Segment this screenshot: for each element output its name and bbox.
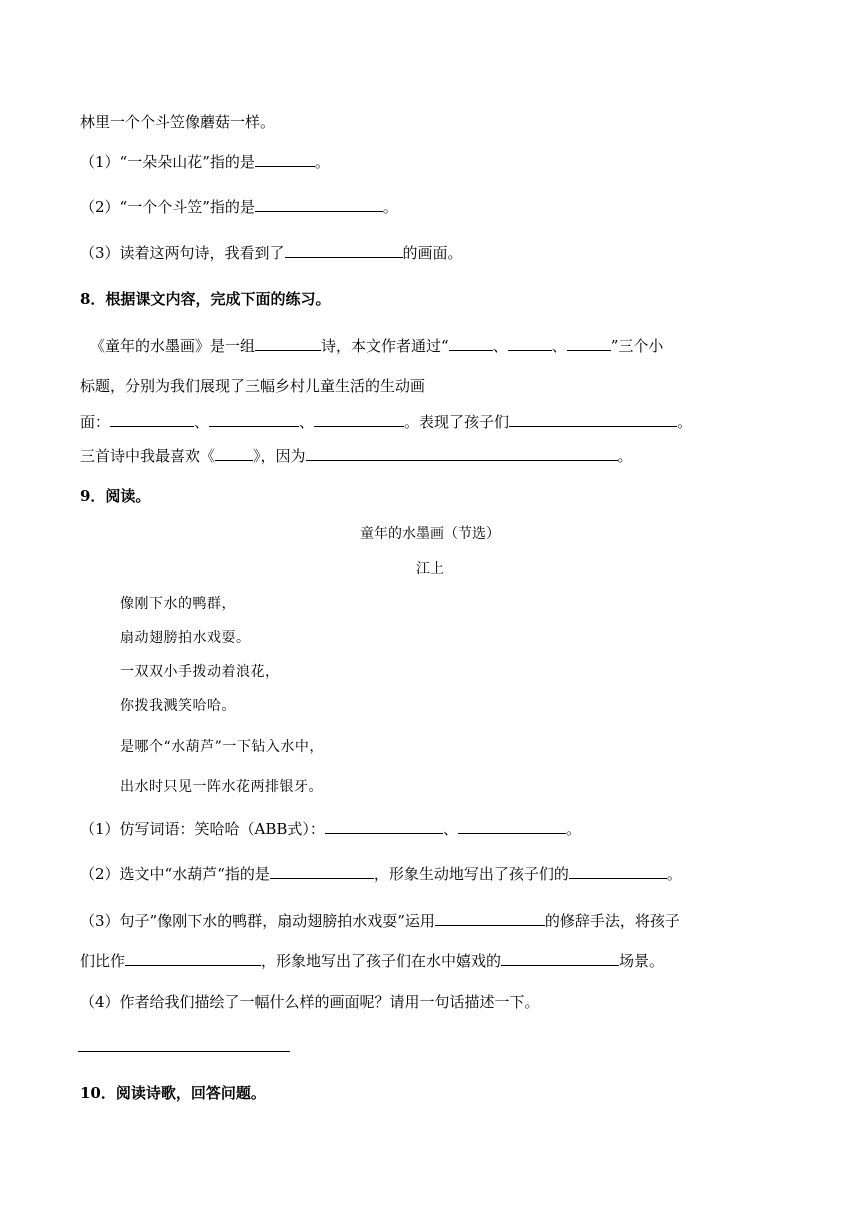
q8-line3-text: 面： — [80, 413, 111, 431]
answer-blank[interactable] — [215, 446, 253, 461]
q9-sub3-cont-text: 们比作 — [80, 952, 126, 970]
q7-sub3-text: （3）读着这两句诗，我看到了 — [80, 244, 285, 262]
poem-line: 你拨我溅笑哈哈。 — [120, 698, 236, 714]
q9-sub1-text: （1）仿写词语：笑哈哈（ABB式）： — [80, 820, 325, 838]
q9-sub3-text: （3）句子”像刚下水的鸭群，扇动翅膀拍水戏耍”运用 — [80, 912, 435, 930]
q10-heading: 10．阅读诗歌，回答问题。 — [80, 1084, 266, 1102]
q8-line3-sep: 、 — [299, 413, 315, 431]
answer-blank[interactable] — [110, 412, 194, 427]
answer-blank[interactable] — [270, 864, 374, 879]
q9-heading: 9．阅读。 — [80, 487, 151, 505]
q8-line1-text: 《童年的水墨画》是一组 — [90, 337, 256, 355]
answer-blank[interactable] — [285, 243, 403, 258]
q8-line1-sep: 、 — [551, 337, 567, 355]
poem-line: 像刚下水的鸭群， — [120, 596, 236, 612]
q8-line2: 标题，分别为我们展现了三幅乡村儿童生活的生动画 — [80, 377, 426, 395]
q9-sub4: （4）作者给我们描绘了一幅什么样的画面呢？请用一句话描述一下。 — [80, 993, 540, 1011]
answer-blank[interactable] — [509, 412, 677, 427]
answer-blank[interactable] — [501, 951, 619, 966]
answer-blank[interactable] — [458, 819, 566, 834]
answer-blank[interactable] — [569, 864, 667, 879]
q8-line4 — [80, 446, 633, 466]
q7-sub2-text: （2）“一个个斗笠”指的是 — [80, 198, 255, 216]
answer-blank[interactable] — [255, 152, 315, 167]
answer-blank[interactable] — [449, 336, 493, 351]
q7-sub3-end: 的画面。 — [402, 244, 463, 262]
answer-blank[interactable] — [435, 911, 545, 926]
answer-line[interactable] — [78, 1051, 290, 1052]
answer-blank[interactable] — [314, 412, 404, 427]
q9-sub1-end: 。 — [565, 820, 581, 838]
q9-sub2 — [80, 864, 682, 884]
q9-sub1-sep: 、 — [442, 820, 458, 838]
q7-sub1-text: （1）“一朵朵山花”指的是 — [80, 153, 255, 171]
q8-line3-sep: 、 — [194, 413, 210, 431]
q9-sub1 — [80, 819, 581, 839]
q9-sub3 — [80, 911, 680, 931]
q8-line3-mid: 。表现了孩子们 — [404, 413, 510, 431]
poem-line: 出水时只见一阵水花两排银牙。 — [120, 779, 323, 795]
poem-line: 一双双小手拨动着浪花， — [120, 664, 280, 680]
q7-sub2 — [80, 197, 398, 217]
q9-sub3-cont-end: 场景。 — [619, 952, 665, 970]
q8-line1 — [90, 336, 663, 356]
q8-line1-mid: 诗，本文作者通过“ — [321, 337, 449, 355]
q9-sub3-cont-mid: ，形象地写出了孩子们在水中嬉戏的 — [261, 952, 502, 970]
answer-blank[interactable] — [209, 412, 299, 427]
poem-subtitle: 江上 — [416, 561, 444, 577]
answer-blank[interactable] — [508, 336, 552, 351]
answer-blank[interactable] — [567, 336, 611, 351]
q8-line1-end: ”三个小 — [610, 337, 664, 355]
q7-sub2-end: 。 — [382, 198, 398, 216]
q8-line3-end: 。 — [677, 413, 693, 431]
answer-blank[interactable] — [255, 197, 383, 212]
q8-heading: 8．根据课文内容，完成下面的练习。 — [80, 290, 331, 308]
answer-blank[interactable] — [255, 336, 321, 351]
q7-sub1-end: 。 — [314, 153, 330, 171]
q8-line4-end: 。 — [617, 447, 633, 465]
poem-line: 是哪个“水葫芦”一下钻入水中， — [120, 739, 324, 755]
intro-line: 林里一个个斗笠像蘑菇一样。 — [80, 113, 276, 131]
answer-blank[interactable] — [325, 819, 443, 834]
q9-sub3-cont — [80, 951, 664, 971]
q9-sub2-mid: ，形象生动地写出了孩子们的 — [373, 865, 569, 883]
poem-line: 扇动翅膀拍水戏耍。 — [120, 630, 251, 646]
q9-sub3-mid: 的修辞手法，将孩子 — [544, 912, 680, 930]
q8-line4-text: 三首诗中我最喜欢《 — [80, 447, 216, 465]
q9-sub2-end: 。 — [666, 865, 682, 883]
answer-blank[interactable] — [125, 951, 261, 966]
q8-line4-mid: 》，因为 — [253, 447, 306, 465]
q9-sub2-text: （2）选文中“水葫芦“指的是 — [80, 865, 270, 883]
q8-line1-sep: 、 — [492, 337, 508, 355]
answer-blank[interactable] — [306, 446, 618, 461]
q8-line3 — [80, 412, 692, 432]
q7-sub1 — [80, 152, 330, 172]
q7-sub3 — [80, 243, 463, 263]
poem-title: 童年的水墨画（节选） — [360, 526, 500, 542]
